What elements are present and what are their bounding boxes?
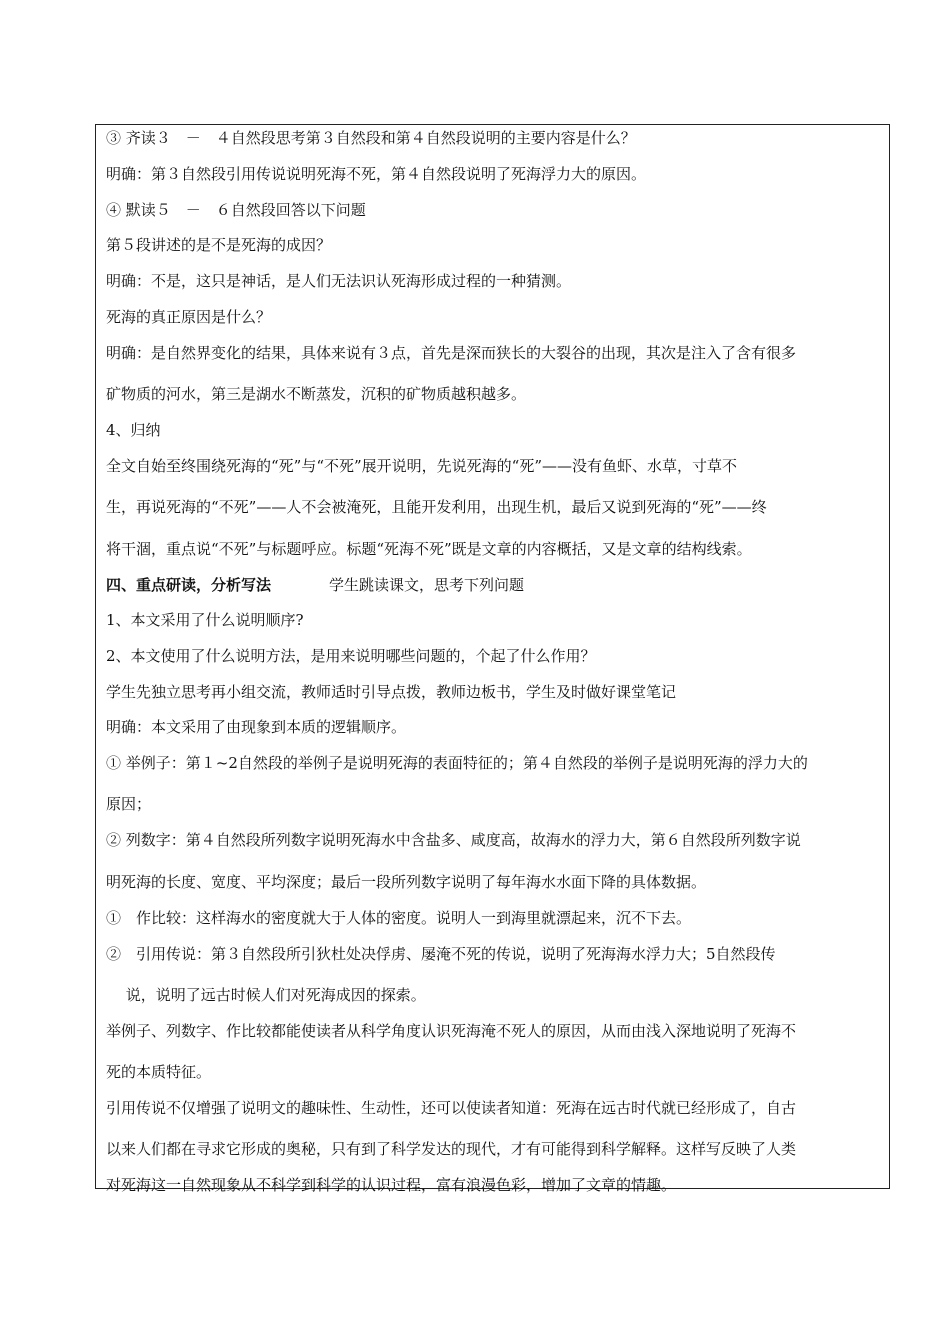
text-line: 1、本文采用了什么说明顺序? — [106, 611, 304, 629]
text-line: 学生先独立思考再小组交流，教师适时引导点拨，教师边板书，学生及时做好课堂笔记 — [106, 683, 677, 701]
text-line: 死的本质特征。 — [106, 1063, 212, 1081]
text-line: 说，说明了远古时候人们对死海成因的探索。 — [106, 986, 426, 1004]
text-line: 2、本文使用了什么说明方法，是用来说明哪些问题的，个起了什么作用？ — [106, 647, 596, 665]
text-line: 原因； — [106, 795, 152, 813]
text-line: 对死海这一自然现象从不科学到科学的认识过程，富有浪漫色彩，增加了文章的情趣。 — [106, 1176, 677, 1194]
text-line: ① 作比较：这样海水的密度就大于人体的密度。说明人一到海里就漂起来，沉不下去。 — [106, 909, 692, 927]
text-line: ② 列数字：第４自然段所列数字说明死海水中含盐多、咸度高，故海水的浮力大，第６自然段所列数字说 — [106, 831, 801, 849]
text-line: 第５段讲述的是不是死海的成因？ — [106, 236, 332, 254]
text-line: 明确：是自然界变化的结果，具体来说有３点，首先是深而狭长的大裂谷的出现，其次是注入了含有很多 — [106, 344, 797, 362]
text-line: 死海的真正原因是什么？ — [106, 308, 272, 326]
paragraph-line: 全文自始至终围绕死海的“死”与“不死”展开说明，先说死海的“死”——没有鱼虾、水草，寸草不 — [106, 457, 738, 475]
text-line: 4、归纳 — [106, 421, 161, 439]
section-heading: 四、重点研读，分析写法 — [106, 576, 272, 594]
section-note: 学生跳读课文，思考下列问题 — [329, 576, 525, 594]
text-line: 明确：不是，这只是神话，是人们无法识认死海形成过程的一种猜测。 — [106, 272, 572, 290]
text-line: ③ 齐读３ － ４自然段思考第３自然段和第４自然段说明的主要内容是什么？ — [106, 129, 636, 147]
text-line: ④ 默读５ － ６自然段回答以下问题 — [106, 201, 366, 219]
text-line: 引用传说不仅增强了说明文的趣味性、生动性，还可以使读者知道：死海在远古时代就已经形成了，自古 — [106, 1099, 797, 1117]
text-line: 明死海的长度、宽度、平均深度；最后一段所列数字说明了每年海水水面下降的具体数据。 — [106, 873, 707, 891]
section-heading-row — [106, 575, 524, 595]
text-line: 明确：本文采用了由现象到本质的逻辑顺序。 — [106, 718, 407, 736]
text-line: 矿物质的河水，第三是湖水不断蒸发，沉积的矿物质越积越多。 — [106, 385, 527, 403]
text-line: 以来人们都在寻求它形成的奥秘，只有到了科学发达的现代，才有可能得到科学解释。这样写反映了人类 — [106, 1140, 797, 1158]
paragraph-line: 生，再说死海的“不死”——人不会被淹死，且能开发利用，出现生机，最后又说到死海的“死”——终 — [106, 498, 767, 516]
text-line: ② 引用传说：第３自然段所引狄杜处决俘虏、屡淹不死的传说，说明了死海海水浮力大；5自然段传 — [106, 945, 776, 963]
paragraph-line: 将干涸，重点说“不死”与标题呼应。标题“死海不死”既是文章的内容概括，又是文章的结构线索。 — [106, 540, 752, 558]
text-line: ① 举例子：第１~2自然段的举例子是说明死海的表面特征的；第４自然段的举例子是说明死海的浮力大的 — [106, 754, 808, 772]
text-line: 举例子、列数字、作比较都能使读者从科学角度认识死海淹不死人的原因，从而由浅入深地说明了死海不 — [106, 1022, 797, 1040]
text-line: 明确：第３自然段引用传说说明死海不死，第４自然段说明了死海浮力大的原因。 — [106, 165, 647, 183]
